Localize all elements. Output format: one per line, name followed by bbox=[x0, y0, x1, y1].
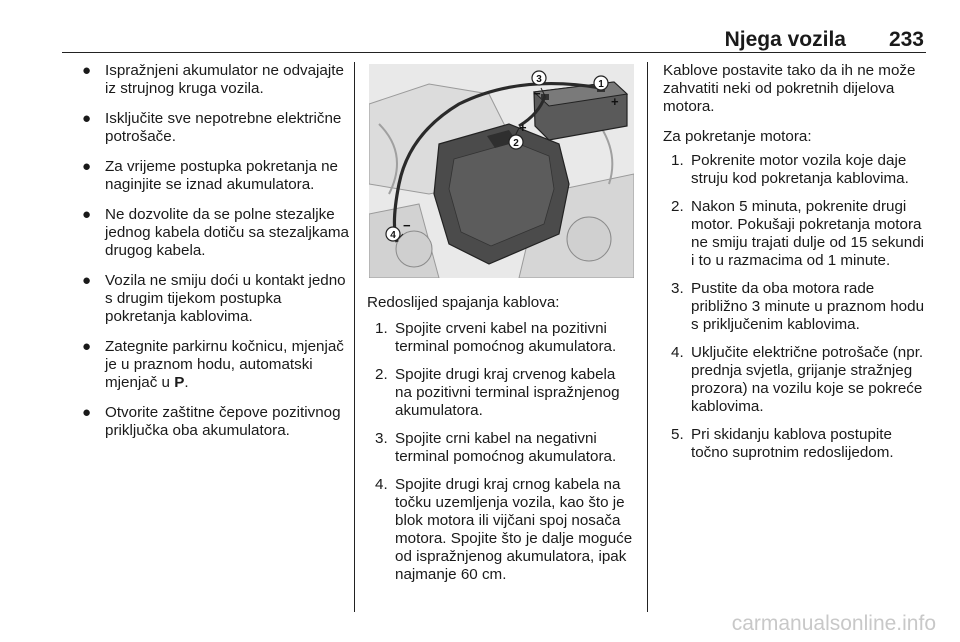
list-item: 5. Pri skidanju kablova postupite točno suprotnim redoslijedom. bbox=[671, 426, 894, 461]
header-rule bbox=[62, 52, 926, 53]
list-item: ● Isključite sve nepotrebne električne potrošače. bbox=[82, 110, 342, 145]
cable-placement-note: Kablove postavite tako da ih ne može zahvatiti neki od pokretnih dijelova motora. bbox=[663, 62, 916, 115]
minus-sign: − bbox=[403, 218, 411, 233]
list-item: 3. Pustite da oba motora rade približno 3 minute u praznom hodu s priključenim kablovima. bbox=[671, 280, 925, 333]
connection-steps bbox=[367, 320, 635, 584]
list-item: 2. Spojite drugi kraj crvenog kabela na pozitivni terminal ispražnjenog akumulatora. bbox=[375, 366, 620, 419]
plus-sign: + bbox=[611, 94, 619, 109]
svg-text:2: 2 bbox=[513, 138, 519, 149]
connection-order-caption: Redoslijed spajanja kablova: bbox=[367, 294, 560, 311]
gear-position-p: P bbox=[174, 374, 185, 391]
page-header bbox=[62, 26, 926, 54]
bullet-icon: ● bbox=[82, 110, 92, 127]
page-number: 233 bbox=[888, 28, 924, 51]
plus-sign: + bbox=[519, 120, 527, 135]
bullet-icon: ● bbox=[82, 206, 92, 223]
list-item: 1. Pokrenite motor vozila koje daje struju kod pokretanja kablovima. bbox=[671, 152, 909, 187]
left-column bbox=[78, 62, 350, 452]
bullet-icon: ● bbox=[82, 338, 92, 355]
column-divider-left bbox=[354, 62, 355, 612]
svg-text:1: 1 bbox=[598, 79, 604, 90]
list-item: 4. Uključite električne potrošače (npr. prednja svjetla, grijanje stražnjeg prozora) na vozilu koje se pokreće kablovima. bbox=[671, 344, 924, 415]
bullet-icon: ● bbox=[82, 404, 92, 421]
column-divider-right bbox=[647, 62, 648, 612]
middle-column bbox=[367, 62, 635, 594]
start-engine-steps bbox=[663, 152, 928, 462]
list-item: ● Ne dozvolite da se polne stezaljke jednog kabela dotiču sa stezaljkama drugog kabela. bbox=[82, 206, 349, 259]
list-item: ● Ispražnjeni akumulator ne odvajajte iz strujnog kruga vozila. bbox=[82, 62, 344, 97]
list-item: 1. Spojite crveni kabel na pozitivni terminal pomoćnog akumulatora. bbox=[375, 320, 617, 355]
list-item: 4. Spojite drugi kraj crnog kabela na točku uzemljenja vozila, kao što je blok motora ili vijčani spoj nosača motora. Spojite što je dalje moguće od ispražnjenog akumulatora, ipak najmanje 60 cm. bbox=[375, 476, 633, 583]
list-item: ● Za vrijeme postupka pokretanja ne naginjite se iznad akumulatora. bbox=[82, 158, 339, 193]
page-title: Njega vozila bbox=[724, 28, 846, 51]
list-item: 3. Spojite crni kabel na negativni terminal pomoćnog akumulatora. bbox=[375, 430, 617, 465]
engine-bay-drawing bbox=[369, 64, 634, 278]
svg-text:3: 3 bbox=[536, 74, 542, 85]
precautions-list bbox=[78, 62, 350, 440]
list-item: ● Zategnite parkirnu kočnicu, mjenjač je u praznom hodu, automatski mjenjač u P. bbox=[82, 338, 344, 391]
list-item: ● Otvorite zaštitne čepove pozitivnog priključka oba akumulatora. bbox=[82, 404, 341, 439]
battery-jump-start-illustration bbox=[369, 64, 634, 278]
bullet-icon: ● bbox=[82, 158, 92, 175]
bullet-icon: ● bbox=[82, 62, 92, 79]
right-column bbox=[663, 62, 928, 472]
list-item: ● Vozila ne smiju doći u kontakt jedno s drugim tijekom postupka pokretanja kablovima. bbox=[82, 272, 346, 325]
svg-text:4: 4 bbox=[390, 230, 396, 241]
watermark: carmanualsonline.info bbox=[731, 612, 936, 635]
bullet-icon: ● bbox=[82, 272, 92, 289]
list-item: 2. Nakon 5 minuta, pokrenite drugi motor. Pokušaji pokretanja motora ne smiju trajati dulje od 15 sekundi i to u razmacima od 1 minute. bbox=[671, 198, 925, 269]
start-engine-heading: Za pokretanje motora: bbox=[663, 128, 812, 145]
minus-sign: − bbox=[533, 86, 541, 101]
